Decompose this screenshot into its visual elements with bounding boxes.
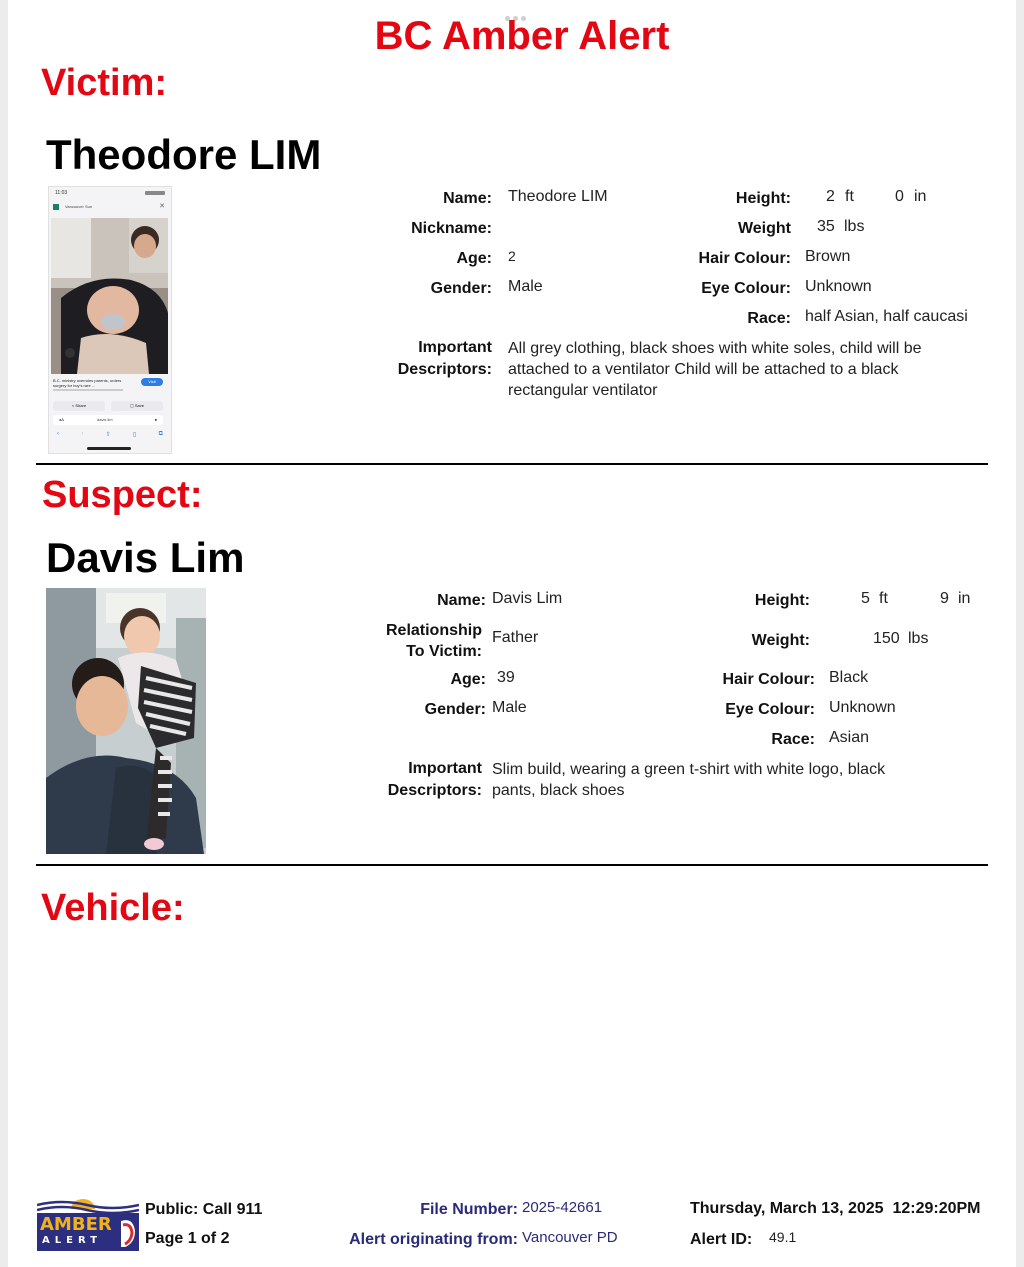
- victim-weight-value: 35: [817, 218, 835, 235]
- suspect-name-value: Davis Lim: [492, 590, 563, 607]
- origin-label: Alert originating from:: [349, 1231, 518, 1248]
- visit-button[interactable]: Visit: [141, 378, 163, 386]
- suspect-height-label: Height:: [754, 592, 810, 609]
- alert-title: BC Amber Alert: [374, 14, 670, 58]
- suspect-eye-value: Unknown: [829, 699, 896, 716]
- victim-photo: [48, 186, 172, 454]
- victim-gender-label: Gender:: [430, 280, 492, 297]
- victim-section-heading: Victim:: [41, 62, 168, 104]
- public-call: Public: Call 911: [145, 1201, 263, 1218]
- forward-icon[interactable]: ›: [81, 431, 84, 437]
- url-bar[interactable]: [53, 415, 163, 425]
- suspect-height-ft-unit: ft: [879, 590, 888, 607]
- suspect-descriptors-label: Descriptors:: [387, 782, 482, 799]
- suspect-photo: [46, 588, 206, 854]
- victim-hair-label: Hair Colour:: [698, 250, 791, 267]
- amber-alert-logo: [37, 1197, 139, 1251]
- victim-hair-value: Brown: [805, 248, 851, 265]
- victim-weight-label: Weight: [737, 220, 791, 237]
- victim-important-label: Important: [418, 339, 492, 356]
- suspect-important-label: Important: [408, 760, 482, 777]
- back-icon[interactable]: ‹: [57, 431, 59, 437]
- logo-word-alert: ALERT: [42, 1235, 103, 1246]
- suspect-relationship-label-1: Relationship: [385, 622, 482, 639]
- victim-height-ft-unit: ft: [845, 188, 854, 205]
- alert-datetime: Thursday, March 13, 2025 12:29:20PM: [690, 1200, 981, 1217]
- logo-word-amber: AMBER: [40, 1214, 112, 1235]
- mic-icon[interactable]: ●: [154, 417, 157, 422]
- suspect-name-label: Name:: [437, 592, 486, 609]
- share-sheet-icon[interactable]: ⇧: [105, 432, 111, 438]
- site-favicon-icon: [53, 204, 59, 210]
- hospital-photo-art: [51, 218, 168, 374]
- save-button[interactable]: [111, 401, 163, 411]
- victim-age-label: Age:: [456, 250, 492, 267]
- victim-name-value: Theodore LIM: [508, 188, 608, 205]
- suspect-race-value: Asian: [829, 729, 870, 746]
- save-label: Save: [134, 403, 144, 408]
- share-button[interactable]: [53, 401, 105, 411]
- victim-descriptors-label: Descriptors:: [397, 361, 492, 378]
- victim-gender-value: Male: [508, 278, 543, 295]
- file-number-label: File Number:: [420, 1201, 518, 1218]
- victim-descriptors-value: All grey clothing, black shoes with white soles, child will be attached to a ventilator Child will be attached to a black rectangular ventilator: [508, 340, 922, 399]
- article-caption: [53, 389, 123, 391]
- victim-eye-value: Unknown: [805, 278, 872, 295]
- victim-name-heading: Theodore LIM: [46, 131, 322, 178]
- status-icons: [145, 191, 165, 195]
- alert-page: [8, 0, 1016, 1267]
- text-size-button[interactable]: aA: [59, 417, 64, 422]
- suspect-photo-art: [46, 588, 206, 854]
- suspect-height-in-unit: in: [958, 590, 971, 607]
- suspect-height-ft: 5: [861, 590, 870, 607]
- url-text: davis lim: [97, 417, 113, 422]
- victim-name-label: Name:: [443, 190, 492, 207]
- suspect-age-label: Age:: [450, 671, 486, 688]
- suspect-eye-label: Eye Colour:: [725, 701, 815, 718]
- vehicle-section-heading: Vehicle:: [41, 887, 185, 929]
- alert-id-label: Alert ID:: [690, 1231, 753, 1248]
- victim-weight-unit: lbs: [844, 218, 865, 235]
- page-indicator: Page 1 of 2: [145, 1230, 230, 1247]
- victim-nickname-label: Nickname:: [411, 220, 492, 237]
- suspect-relationship-label-2: To Victim:: [406, 643, 482, 660]
- suspect-relationship-value: Father: [492, 629, 539, 646]
- suspect-gender-value: Male: [492, 699, 527, 716]
- suspect-weight-unit: lbs: [908, 630, 929, 647]
- status-time: 11:03: [55, 190, 68, 196]
- victim-height-ft: 2: [826, 188, 835, 205]
- victim-race-label: Race:: [747, 310, 791, 327]
- victim-divider: [36, 463, 988, 465]
- victim-eye-label: Eye Colour:: [701, 280, 791, 297]
- victim-height-in-unit: in: [914, 188, 927, 205]
- suspect-name-heading: Davis Lim: [46, 534, 245, 581]
- suspect-hair-value: Black: [829, 669, 869, 686]
- suspect-race-label: Race:: [771, 731, 815, 748]
- file-number-value: 2025-42661: [522, 1199, 603, 1216]
- victim-age-value: 2: [508, 248, 516, 264]
- suspect-gender-label: Gender:: [424, 701, 486, 718]
- suspect-weight-value: 150: [873, 630, 900, 647]
- suspect-hair-label: Hair Colour:: [722, 671, 815, 688]
- site-source: Vancouver Sun: [65, 204, 93, 209]
- share-label: Share: [75, 403, 87, 408]
- suspect-section-heading: Suspect:: [42, 474, 203, 516]
- suspect-age-value: 39: [497, 669, 515, 686]
- victim-height-in: 0: [895, 188, 904, 205]
- victim-race-value: half Asian, half caucasi: [805, 308, 968, 325]
- tabs-icon[interactable]: ⧉: [158, 431, 163, 437]
- suspect-weight-label: Weight:: [751, 632, 810, 649]
- save-icon: ▢: [129, 403, 135, 408]
- share-icon: <: [71, 403, 76, 408]
- home-indicator: [87, 447, 131, 450]
- browser-toolbar: [57, 431, 163, 438]
- victim-height-label: Height:: [735, 190, 791, 207]
- close-icon[interactable]: ✕: [159, 203, 165, 210]
- article-headline: B.C. ministry overrules parents, orders surgery for boy's rare ...: [53, 378, 122, 388]
- bookmarks-icon[interactable]: ▯: [133, 432, 137, 438]
- origin-value: Vancouver PD: [522, 1229, 618, 1246]
- suspect-height-in: 9: [940, 590, 949, 607]
- alert-id-value: 49.1: [769, 1229, 797, 1245]
- hospital-photo: [51, 218, 168, 374]
- suspect-descriptors-value: Slim build, wearing a green t-shirt with white logo, black pants, black shoes: [492, 761, 886, 799]
- suspect-divider: [36, 864, 988, 866]
